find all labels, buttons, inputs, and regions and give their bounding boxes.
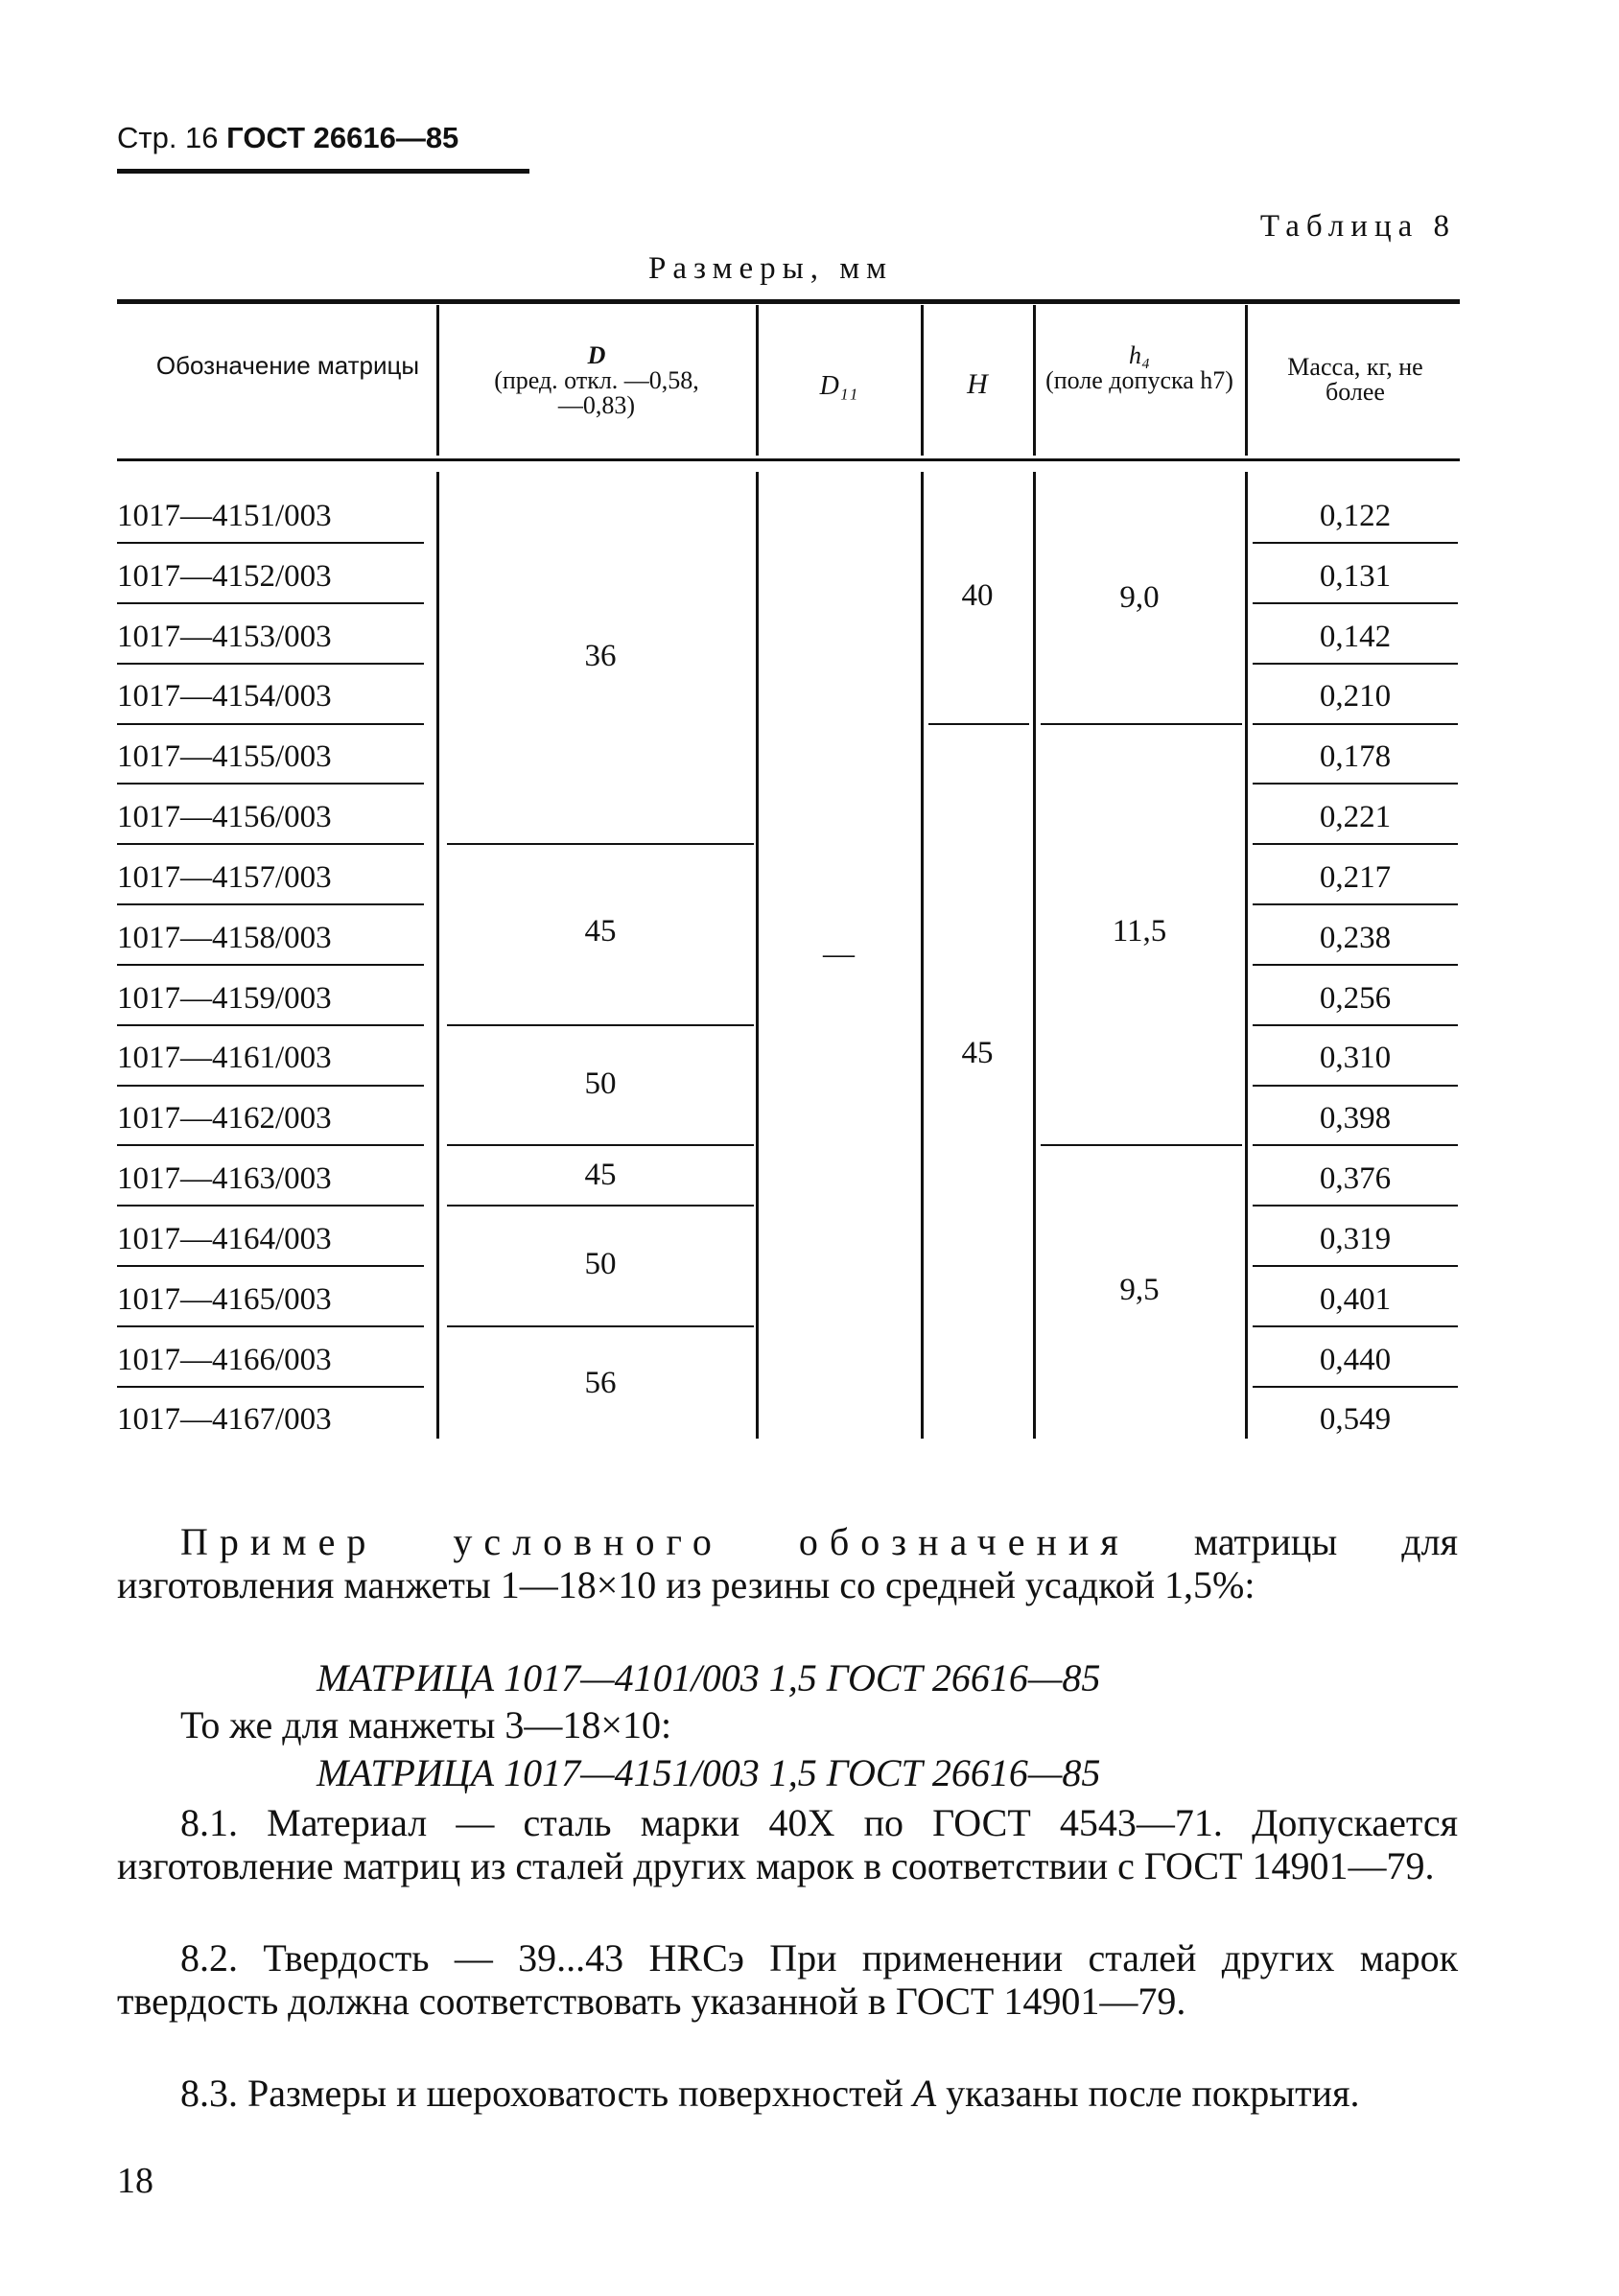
d11-value: — [823, 937, 855, 972]
row-rule [117, 903, 424, 905]
surface-label: A [912, 2072, 937, 2115]
standard-label: ГОСТ 26616—85 [226, 121, 459, 154]
row-rule [1253, 602, 1458, 604]
dimensions-note: Размеры, мм [648, 251, 894, 286]
col-d11: D₁₁ [819, 371, 858, 401]
clause-8-1: 8.1. Материал — сталь марки 40Х по ГОСТ 4543—71. Допускается изготовление матриц из сталей других марок в соответствии с ГОСТ 14901—79. [117, 1801, 1458, 1887]
clause-8-3-text-c: указаны после покрытия. [936, 2072, 1360, 2115]
h4-value: 9,5 [1119, 1273, 1160, 1307]
h-group-rule [928, 723, 1029, 725]
header-rule [117, 169, 529, 174]
d-group-rule [447, 1144, 754, 1146]
row-rule [1253, 723, 1458, 725]
table-row-code: 1017—4151/003 [117, 499, 332, 533]
row-rule [1253, 1386, 1458, 1388]
table-row-code: 1017—4159/003 [117, 981, 332, 1016]
row-rule [117, 723, 424, 725]
table-row-code: 1017—4165/003 [117, 1282, 332, 1317]
col-h: H [967, 368, 988, 400]
row-rule [1253, 1085, 1458, 1087]
h-value: 40 [961, 578, 994, 613]
d-value: 45 [584, 914, 617, 949]
header-divider [436, 305, 439, 456]
col-d-note: (пред. откл. —0,58, —0,83) [494, 366, 699, 419]
table-row-mass: 0,310 [1319, 1041, 1392, 1075]
table-row-mass: 0,217 [1319, 860, 1392, 895]
example-lead: Пример условного обозначения [180, 1520, 1130, 1563]
col-h4-note: (поле допуска h7) [1045, 366, 1233, 394]
table-row-mass: 0,238 [1319, 921, 1392, 955]
table-row-code: 1017—4157/003 [117, 860, 332, 895]
row-rule [1253, 663, 1458, 665]
same-for-line: То же для манжеты 3—18×10: [180, 1703, 672, 1746]
h4-value: 9,0 [1119, 580, 1160, 615]
table-row-mass: 0,122 [1319, 499, 1392, 533]
row-rule [117, 843, 424, 845]
table-row-mass: 0,178 [1319, 739, 1392, 774]
row-rule [1253, 903, 1458, 905]
row-rule [117, 663, 424, 665]
table-row-mass: 0,401 [1319, 1282, 1392, 1317]
table-row-code: 1017—4163/003 [117, 1161, 332, 1196]
col-h4-label: h₄ [1128, 341, 1151, 369]
body-divider [756, 472, 759, 1439]
row-rule [117, 1085, 424, 1087]
page-label: Стр. 16 [117, 121, 219, 154]
row-rule [117, 1265, 424, 1267]
table-row-mass: 0,256 [1319, 981, 1392, 1016]
example-paragraph [117, 1520, 1458, 1606]
table-row-mass: 0,549 [1319, 1402, 1392, 1437]
row-rule [1253, 1325, 1458, 1327]
row-rule [1253, 542, 1458, 544]
page-number: 18 [117, 2161, 153, 2201]
designation-example-2: МАТРИЦА 1017—4151/003 1,5 ГОСТ 26616—85 [317, 1751, 1101, 1794]
d-group-rule [447, 1205, 754, 1207]
d-value: 50 [584, 1247, 617, 1281]
body-divider [1245, 472, 1248, 1439]
table-row-code: 1017—4153/003 [117, 620, 332, 654]
table-top-rule [117, 299, 1460, 304]
table-row-mass: 0,210 [1319, 679, 1392, 714]
col-h4 [1037, 343, 1242, 393]
row-rule [117, 1386, 424, 1388]
h4-value: 11,5 [1112, 914, 1167, 949]
d-value: 36 [584, 639, 617, 673]
h4-group-rule [1041, 1144, 1242, 1146]
h4-group-rule [1041, 723, 1242, 725]
table-row-code: 1017—4156/003 [117, 800, 332, 834]
col-designation: Обозначение матрицы [155, 351, 420, 380]
row-rule [1253, 1265, 1458, 1267]
body-divider [921, 472, 924, 1439]
d-value: 50 [584, 1066, 617, 1101]
table-row-mass: 0,131 [1319, 559, 1392, 594]
designation-example-1: МАТРИЦА 1017—4101/003 1,5 ГОСТ 26616—85 [317, 1656, 1101, 1699]
d-group-rule [447, 1024, 754, 1026]
table-row-code: 1017—4162/003 [117, 1101, 332, 1136]
d-group-rule [447, 843, 754, 845]
d-value: 56 [584, 1366, 617, 1400]
col-mass: Масса, кг, не более [1287, 353, 1423, 406]
table-row-code: 1017—4155/003 [117, 739, 332, 774]
row-rule [117, 964, 424, 966]
clause-8-3 [117, 2072, 1458, 2115]
table-row-code: 1017—4164/003 [117, 1222, 332, 1256]
table-row-code: 1017—4154/003 [117, 679, 332, 714]
row-rule [1253, 1024, 1458, 1026]
row-rule [1253, 843, 1458, 845]
body-divider [436, 472, 439, 1439]
row-rule [117, 1024, 424, 1026]
header-divider [756, 305, 759, 456]
table-row-code: 1017—4158/003 [117, 921, 332, 955]
row-rule [1253, 964, 1458, 966]
table-row-mass: 0,440 [1319, 1343, 1392, 1377]
body-divider [1033, 472, 1036, 1439]
table-title: Таблица 8 [1259, 209, 1456, 244]
table-header-rule [117, 458, 1460, 461]
row-rule [117, 1325, 424, 1327]
row-rule [117, 783, 424, 785]
table-row-code: 1017—4167/003 [117, 1402, 332, 1437]
header-divider [1245, 305, 1248, 456]
d-value: 45 [584, 1158, 617, 1192]
table-row-code: 1017—4161/003 [117, 1041, 332, 1075]
example-rest: матрицы для изготовления манжеты 1—18×10 из резины со средней усадкой 1,5%: [117, 1520, 1458, 1606]
row-rule [117, 602, 424, 604]
col-d-label: D [587, 341, 606, 369]
table-row-mass: 0,142 [1319, 620, 1392, 654]
table-row-mass: 0,376 [1319, 1161, 1392, 1196]
row-rule [1253, 1144, 1458, 1146]
col-d [443, 343, 750, 418]
table-row-code: 1017—4166/003 [117, 1343, 332, 1377]
row-rule [117, 542, 424, 544]
table-row-mass: 0,319 [1319, 1222, 1392, 1256]
row-rule [117, 1144, 424, 1146]
running-header [117, 121, 458, 155]
clause-8-3-text-a: 8.3. Размеры и шероховатость поверхностей [180, 2072, 913, 2115]
table-row-mass: 0,398 [1319, 1101, 1392, 1136]
d-group-rule [447, 1325, 754, 1327]
clause-8-2: 8.2. Твердость — 39...43 HRCэ При применении сталей других марок твердость должна соответствовать указанной в ГОСТ 14901—79. [117, 1936, 1458, 2023]
table-row-code: 1017—4152/003 [117, 559, 332, 594]
row-rule [1253, 783, 1458, 785]
table-row-mass: 0,221 [1319, 800, 1392, 834]
row-rule [1253, 1205, 1458, 1207]
row-rule [117, 1205, 424, 1207]
h-value: 45 [961, 1036, 994, 1070]
header-divider [1033, 305, 1036, 456]
